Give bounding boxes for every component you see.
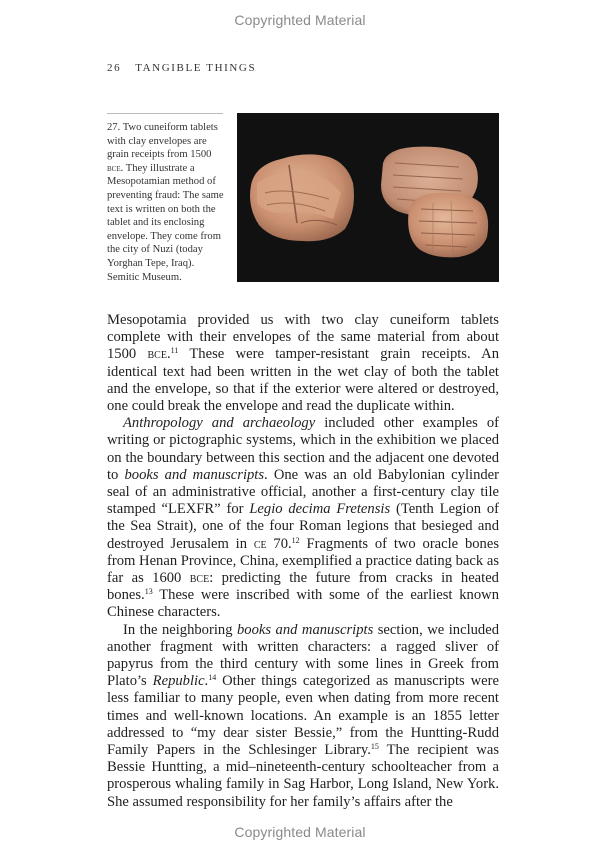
p2-text: . One was an old Babylonian cylinder seal of an administrative official, another a first-century clay tile stamped “LEXFR” for <box>107 466 500 518</box>
footnote-marker[interactable]: 11 <box>170 346 179 356</box>
p1-text: Mesopotamia provided us with two clay cuneiform tablets complete with their envelopes of the same material from about 1500 <box>107 312 499 363</box>
left-tablet-with-envelope <box>250 154 354 241</box>
running-head-title: TANGIBLE THINGS <box>135 62 257 74</box>
p1-text: These were tamper-resistant grain receipts. An identical text had been written in the wet clay of both the tablet and the envelope, so that if the exterior were altered or destroyed, one could break the envelope and read the duplicate within. <box>107 346 499 415</box>
page-number: 26 <box>107 62 122 74</box>
paragraph-2 <box>107 415 499 621</box>
copyright-watermark-bottom: Copyrighted Material <box>234 824 366 840</box>
p2-italic: Legio decima Fretensis <box>249 501 391 518</box>
footnote-marker[interactable]: 15 <box>370 742 379 752</box>
p2-era: bce <box>189 570 210 587</box>
p2-text: 70. <box>266 535 292 552</box>
p2-text: Fragments of two oracle bones from Henan Province, China, exemplified a practice dating back as far as 1600 <box>107 535 500 587</box>
p3-text: . <box>204 673 209 690</box>
p2-text: included other examples of writing or pictographic systems, which in the exhibition we placed on the boundary between this section and the adjacent one devoted to <box>107 415 499 483</box>
caption-credit: Semitic Museum. <box>107 271 182 283</box>
p3-italic: Republic <box>152 673 205 690</box>
p3-text: section, we included another fragment with written characters: a ragged sliver of papyrus from the third century with some lines in Greek from Plato’s <box>107 621 499 690</box>
paragraph-1 <box>107 312 499 415</box>
footnote-marker[interactable]: 12 <box>291 535 300 545</box>
p2-text: These were inscribed with some of the earliest known Chinese characters. <box>107 587 499 621</box>
p3-text: Other things categorized as manuscripts were less familiar to many people, even when dating from more recent times and well-known locations. An example is an 1855 letter addressed to “my dear sister Bessie,” from the Huntting-Rudd Family Papers in the Schlesinger Library. <box>107 673 499 759</box>
caption-era: bce <box>107 162 121 174</box>
running-head <box>107 62 256 74</box>
figure-caption <box>107 121 227 284</box>
p2-era: ce <box>253 535 267 552</box>
copyright-watermark-top: Copyrighted Material <box>234 12 366 28</box>
p1-era: bce <box>147 346 167 363</box>
caption-text-1: 27. Two cuneiform tablets with clay envelopes are grain receipts from 1500 <box>107 122 218 161</box>
body-text <box>107 312 499 811</box>
caption-text-2: . They illustrate a Mesopotamian method of preventing fraud: The same text is written on both the tablet and its enclosing envelope. They come from the city of Nuzi (today Yorghan Tepe, Iraq). <box>107 162 224 269</box>
p3-text: The recipient was Bessie Huntting, a mid–nineteenth-century schoolteacher from a prosperous whaling family in Sag Harbor, Long Island, New York. She assumed responsibility for her family’s affairs after the <box>107 742 499 810</box>
tablets-illustration <box>237 113 499 282</box>
caption-rule <box>107 113 223 114</box>
paragraph-3 <box>107 622 499 811</box>
p3-text: In the neighboring <box>123 621 237 638</box>
footnote-marker[interactable]: 14 <box>208 673 217 683</box>
p3-italic: books and manuscripts <box>236 621 374 638</box>
p2-italic: Anthropology and archaeology <box>123 415 316 432</box>
p2-text: : predicting the future from cracks in heated bones. <box>107 570 499 604</box>
p1-text: . <box>166 346 171 363</box>
p2-text: (Tenth Legion of the Sea Strait), one of the four Roman legions that besieged and destroyed Jerusalem in <box>107 501 499 552</box>
cuneiform-tablets-photo <box>237 113 499 282</box>
right-tablet-inner <box>408 193 488 258</box>
footnote-marker[interactable]: 13 <box>144 587 153 597</box>
p2-italic: books and manuscripts <box>124 466 265 483</box>
